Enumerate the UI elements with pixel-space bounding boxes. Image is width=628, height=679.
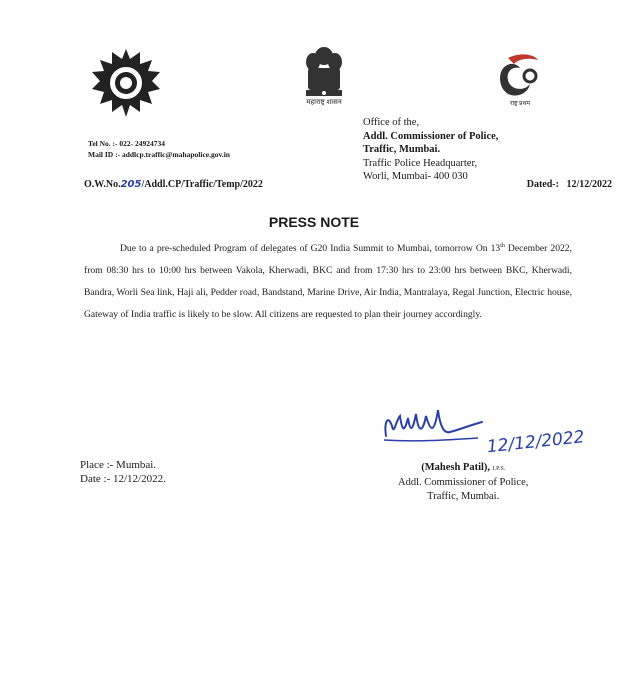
signatory-designation: Addl. Commissioner of Police,: [398, 477, 529, 488]
handwritten-signature: [378, 396, 598, 460]
handwritten-date: 12/12/2022: [485, 427, 586, 458]
g20-logo: [490, 50, 548, 102]
dated-label: Dated-:: [526, 179, 559, 190]
mumbai-police-emblem: [90, 47, 162, 119]
office-line-1: Office of the,: [363, 117, 420, 128]
contact-block: [88, 138, 230, 160]
signatory-unit: Traffic, Mumbai.: [427, 491, 500, 502]
outward-number-prefix: O.W.No.: [84, 179, 121, 190]
g20-caption: राष्ट्र प्रथम: [510, 101, 530, 107]
telephone-number: Tel No. :- 022- 24924734: [88, 139, 166, 148]
dated-field: [527, 179, 612, 190]
office-address: [363, 116, 498, 184]
office-line-3: Traffic, Mumbai.: [363, 144, 441, 155]
office-line-5: Worli, Mumbai- 400 030: [363, 171, 468, 182]
office-line-2: Addl. Commissioner of Police,: [363, 130, 499, 142]
reference-line: [84, 179, 612, 190]
date-line: Date :- 12/12/2022.: [80, 473, 166, 485]
place-date-block: [80, 458, 166, 486]
body-superscript: th: [500, 242, 505, 249]
mail-id: Mail ID :- addlcp.traffic@mahapolice.gov.in: [88, 150, 230, 159]
body-text-part-2: December 2022, from 08:30 hrs to 10:00 hrs between Vakola, Kherwadi, BKC and from 17:30 hrs to 23:00 hrs between BKC, Kherwadi, Bandra, Worli Sea link, Haji ali, Pedder road, Bandstand, Marine Drive, Air India, Mantralaya, Regal Junction, Electric house, Gateway of India traffic is likely to be slow. All citizens are requested to plan their journey accordingly.: [84, 243, 572, 320]
emblem-caption: महाराष्ट्र शासन: [306, 98, 342, 106]
office-line-4: Traffic Police Headquarter,: [363, 157, 478, 169]
signatory-block: [398, 461, 528, 504]
place-line: Place :- Mumbai.: [80, 459, 157, 471]
signatory-name: (Mahesh Patil),: [421, 462, 491, 473]
dated-value: 12/12/2022: [566, 179, 612, 190]
signatory-suffix: I.P.S.: [492, 466, 506, 472]
document-title: PRESS NOTE: [268, 214, 360, 230]
outward-number: 205: [120, 179, 142, 190]
body-text-part-1: Due to a pre-scheduled Program of delegates of G20 India Summit to Mumbai, tomorrow On 13: [120, 243, 501, 254]
press-note-body: [84, 238, 572, 326]
outward-number-suffix: /Addl.CP/Traffic/Temp/2022: [141, 179, 263, 190]
